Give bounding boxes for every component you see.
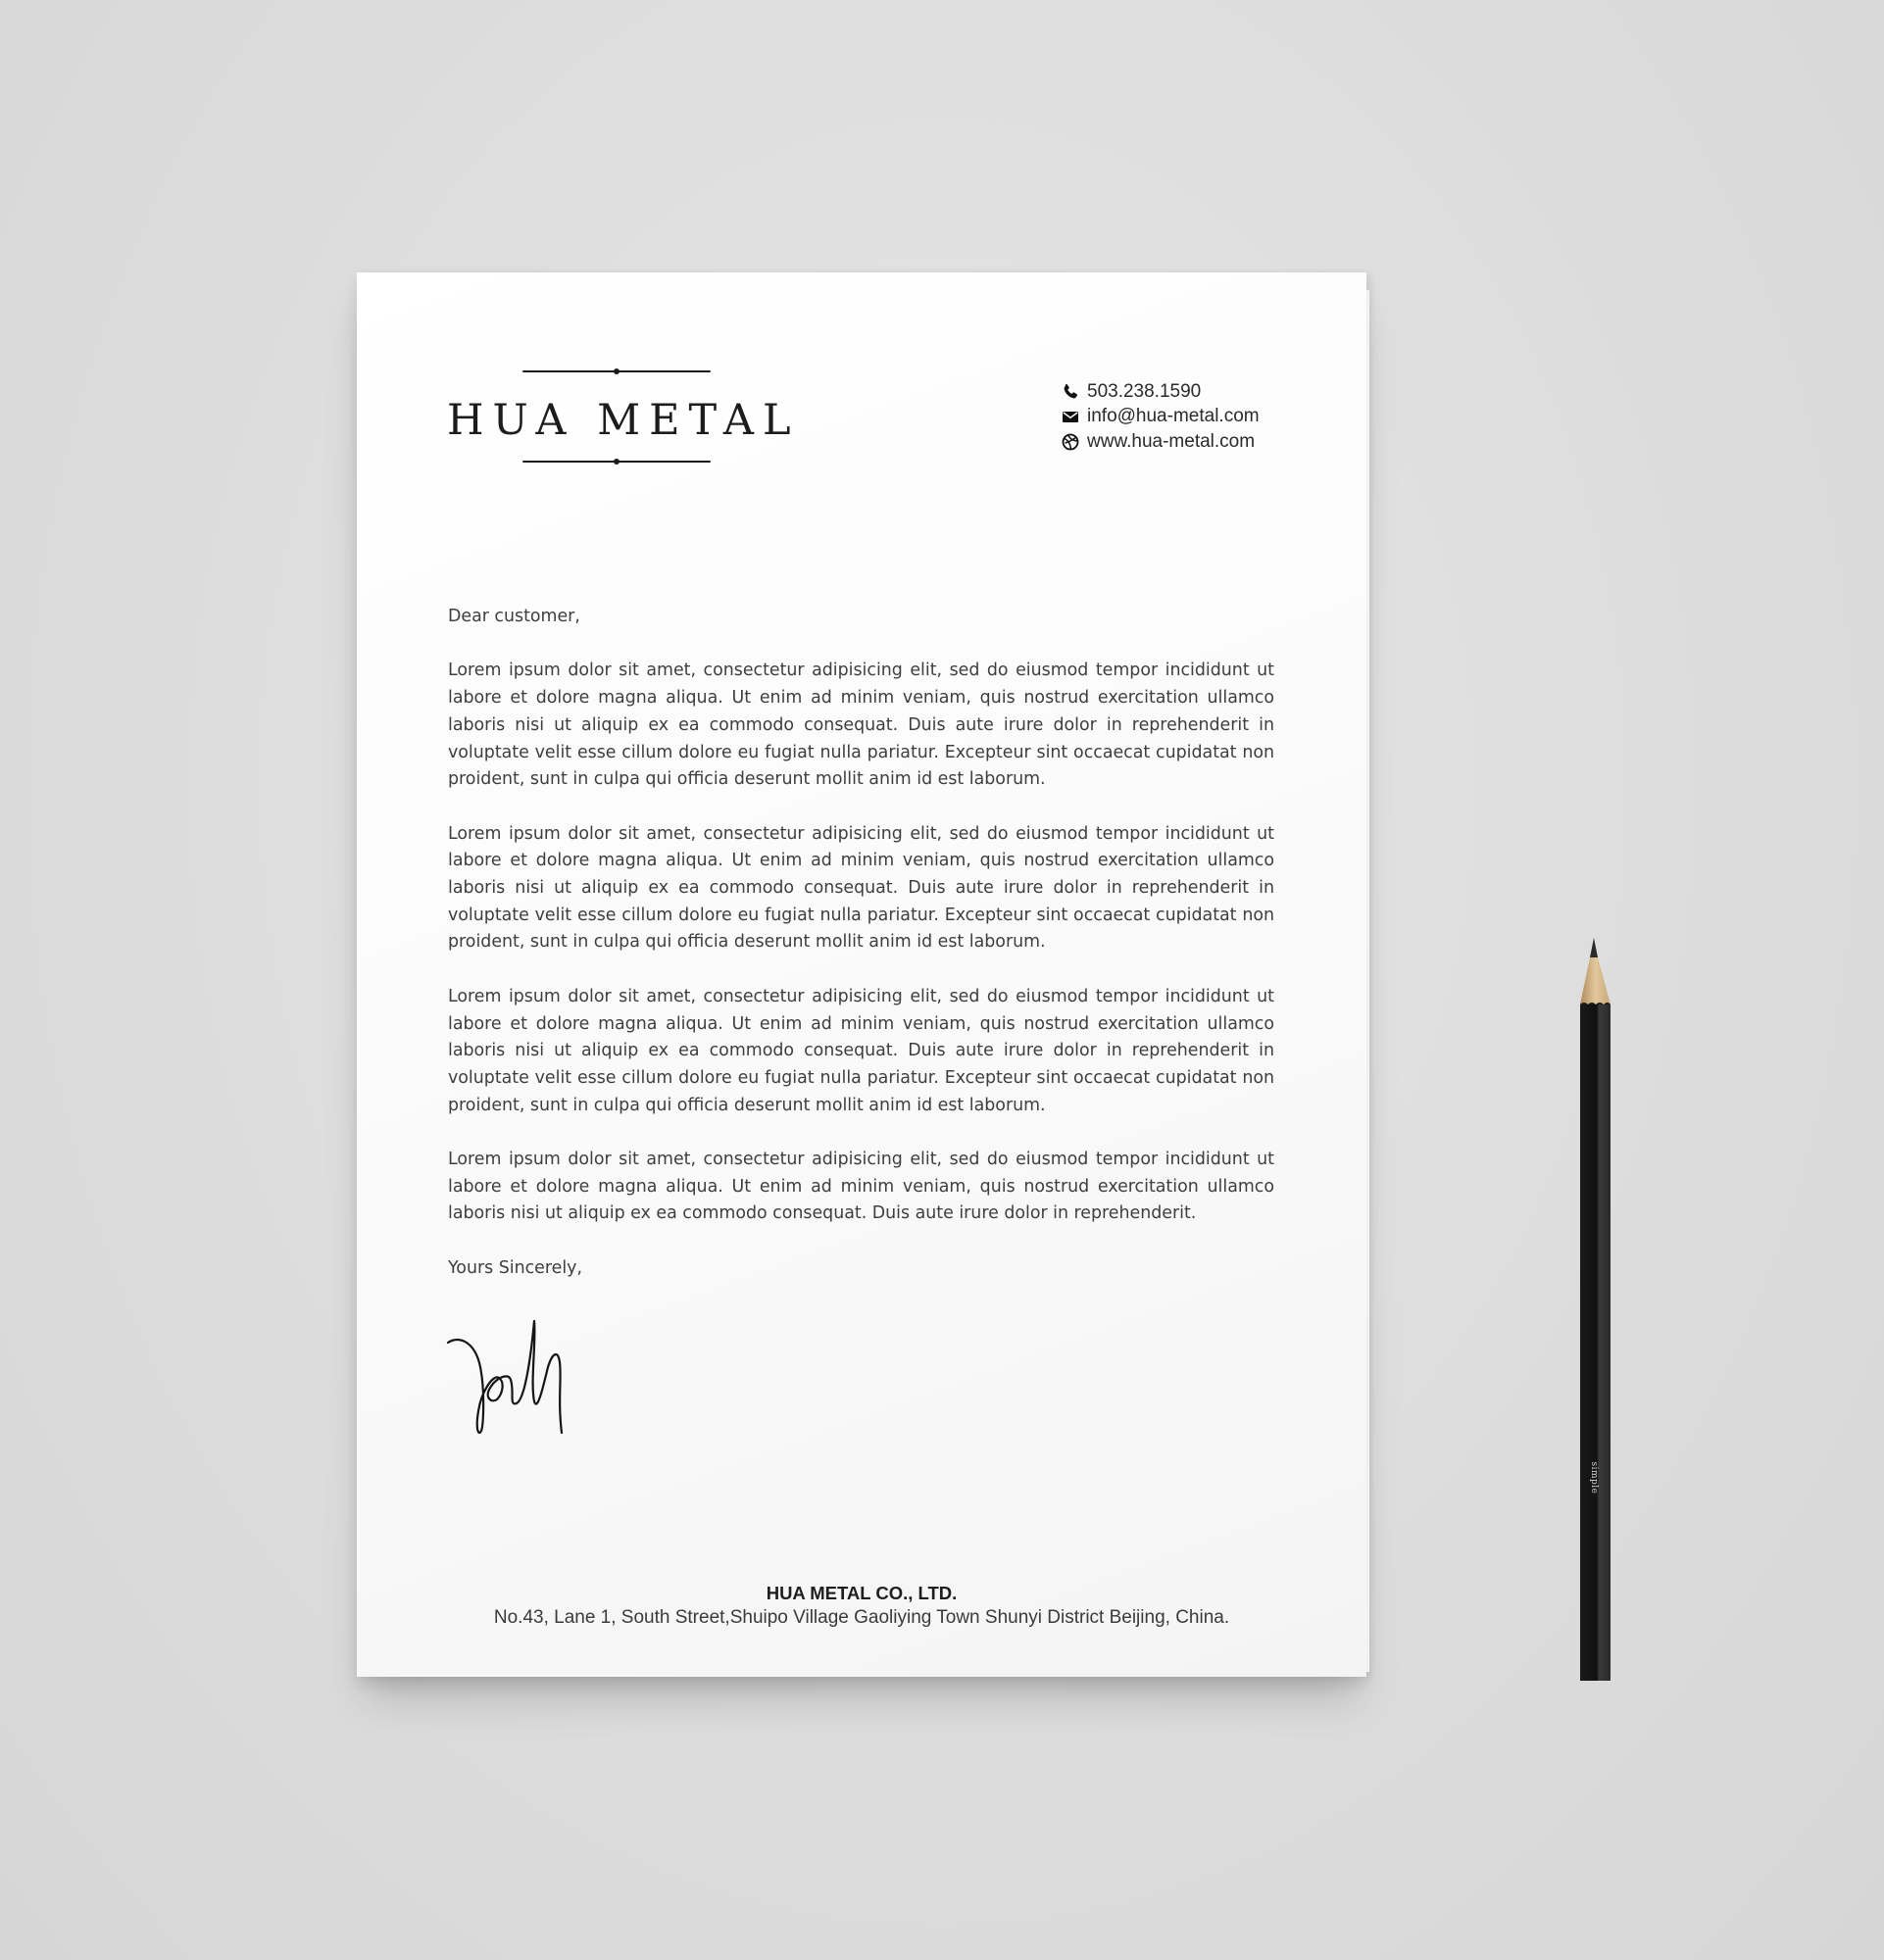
company-logo bbox=[447, 367, 800, 465]
salutation: Dear customer, bbox=[448, 607, 580, 626]
logo-bottom-dot bbox=[614, 459, 620, 465]
pencil-brand-label: simple bbox=[1589, 1461, 1599, 1494]
logo-top-dot bbox=[614, 368, 620, 374]
phone-icon bbox=[1061, 382, 1080, 402]
pencil-image bbox=[1574, 938, 1613, 1681]
letter-paragraph: Lorem ipsum dolor sit amet, consectetur adipisicing elit, sed do eiusmod tempor incididunt ut labore et dolore magna aliqua. Ut enim ad minim veniam, quis nostrud exercitation ullamco laboris nisi ut aliquip ex ea commodo consequat. Duis aute irure dolor in reprehenderit in voluptate velit esse cillum dolore eu fugiat nulla pariatur. Excepteur sint occaecat cupidatat non proident, sunt in culpa qui officia deserunt mollit anim id est laborum. bbox=[448, 986, 1274, 1115]
letterhead-paper bbox=[357, 272, 1366, 1677]
contact-website bbox=[1061, 429, 1286, 455]
contact-phone bbox=[1061, 379, 1286, 405]
handwritten-signature bbox=[446, 1313, 573, 1436]
contact-info bbox=[1061, 379, 1286, 455]
globe-icon bbox=[1061, 432, 1080, 452]
letter-body bbox=[448, 604, 1274, 1283]
contact-email bbox=[1061, 405, 1286, 430]
letter-paragraph: Lorem ipsum dolor sit amet, consectetur adipisicing elit, sed do eiusmod tempor incididunt ut labore et dolore magna aliqua. Ut enim ad minim veniam, quis nostrud exercitation ullamco laboris nisi ut aliquip ex ea commodo consequat. Duis aute irure dolor in reprehenderit in voluptate velit esse cillum dolore eu fugiat nulla pariatur. Excepteur sint occaecat cupidatat non proident, sunt in culpa qui officia deserunt mollit anim id est laborum. bbox=[448, 661, 1274, 790]
phone-number: 503.238.1590 bbox=[1087, 380, 1202, 402]
letter-footer bbox=[357, 1582, 1366, 1630]
paper-edge bbox=[1366, 290, 1369, 1672]
closing: Yours Sincerely, bbox=[448, 1257, 582, 1278]
footer-company-name: HUA METAL CO., LTD. bbox=[766, 1583, 958, 1603]
letter-paragraph: Lorem ipsum dolor sit amet, consectetur adipisicing elit, sed do eiusmod tempor incididunt ut labore et dolore magna aliqua. Ut enim ad minim veniam, quis nostrud exercitation ullamco laboris nisi ut aliquip ex ea commodo consequat. Duis aute irure dolor in reprehenderit in voluptate velit esse cillum dolore eu fugiat nulla pariatur. Excepteur sint occaecat cupidatat non proident, sunt in culpa qui officia deserunt mollit anim id est laborum. bbox=[448, 823, 1274, 953]
logo-text: HUA METAL bbox=[447, 396, 800, 445]
footer-address: No.43, Lane 1, South Street,Shuipo Village Gaoliying Town Shunyi District Beijing, China. bbox=[493, 1607, 1230, 1628]
email-address: info@hua-metal.com bbox=[1087, 406, 1260, 427]
envelope-icon bbox=[1061, 407, 1080, 426]
website-url: www.hua-metal.com bbox=[1087, 430, 1256, 452]
letter-paragraph: Lorem ipsum dolor sit amet, consectetur adipisicing elit, sed do eiusmod tempor incididunt ut labore et dolore magna aliqua. Ut enim ad minim veniam, quis nostrud exercitation ullamco laboris nisi ut aliquip ex ea commodo consequat. Duis aute irure dolor in reprehenderit. bbox=[448, 1150, 1274, 1224]
